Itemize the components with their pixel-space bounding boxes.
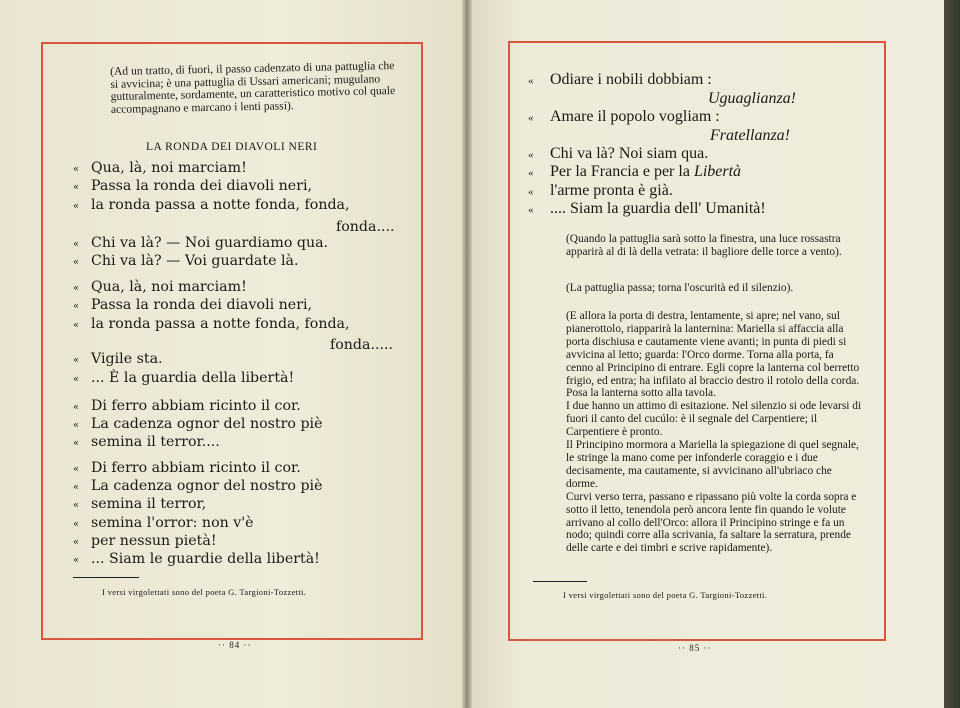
verse-text: .... Siam la guardia dell' Umanità!	[550, 200, 766, 217]
quote-mark: «	[73, 201, 80, 212]
verse-text: Odiare i nobili dobbiam :	[550, 71, 712, 88]
right-stage-direction-1: (Quando la pattuglia sarà sotto la finestra, una luce rossastra apparirà al di là della vetrata: il bagliore delle torce a vento).	[566, 233, 842, 258]
verse-text: l'arme pronta è già.	[550, 182, 673, 199]
verse-text: la ronda passa a notte fonda, fonda,	[91, 197, 350, 213]
right-footnote: I versi virgolettati sono del poeta G. Targioni-Tozzetti.	[563, 590, 768, 600]
left-verse-line	[73, 478, 322, 494]
quote-mark: «	[73, 283, 80, 294]
right-verse-line	[528, 145, 708, 163]
left-verse-line	[73, 496, 206, 512]
verse-text: Di ferro abbiam ricinto il cor.	[91, 398, 301, 414]
book-spine	[462, 0, 472, 708]
verse-text: Amare il popolo vogliam :	[550, 108, 720, 125]
left-verse-line	[73, 460, 301, 476]
quote-mark: «	[73, 355, 80, 366]
quote-mark: «	[73, 438, 80, 449]
right-verse-line	[710, 127, 790, 145]
quote-mark: «	[528, 149, 534, 161]
verse-text: semina il terror,	[91, 496, 207, 512]
verse-text: La cadenza ognor del nostro piè	[91, 416, 323, 432]
quote-mark: «	[73, 402, 80, 413]
right-stage-direction-3: (E allora la porta di destra, lentamente, si apre; nel vano, sul pianerottolo, riapparirà la lanternina: Mariella si affaccia alla porta dischiusa e cautamente viene avanti; in punta di piedi si avvicina al letto; guarda: l'Orco dorme. Torna alla porta, fa cenno al Principino di entrare. Egli copre la lanterna col berretto frigio, ed entra; ha infilato al braccio destro il rotolo della corda. Posa la lanterna sotto alla tavola. I due hanno un attimo di esitazione. Nel silenzio si ode levarsi di fuori il canto del cucúlo: è il segnale del Carpentiere; il Carpentiere è pronto. Il Principino mormora a Mariella la spiegazione di quel segnale, le stringe la mano come per infonderle coraggio e i due decisamente, ma cautamente, si avvicinano all'ubriaco che dorme. Curvi verso terra, passano e ripassano più volte la corda sopra e sotto il letto, tenendola però ancora lente fin quando le volute arrivano al collo dell'Orco: allora il Principino stringe e fa un nodo; quindi corre alla scrivania, fa saltare la serratura, prende delle carte e dei timbri e scrive rapidamente).	[566, 310, 862, 555]
song-title: LA RONDA DEI DIAVOLI NERI	[146, 141, 318, 153]
verse-text: Chi va là? Noi siam qua.	[550, 145, 709, 162]
right-footnote-rule	[533, 581, 587, 582]
quote-mark: «	[73, 519, 80, 530]
quote-mark: «	[73, 500, 80, 511]
verse-text: Chi va là? — Noi guardiamo qua.	[91, 235, 329, 251]
verse-text: La cadenza ognor del nostro piè	[91, 478, 323, 494]
page-edge	[944, 0, 960, 708]
left-verse-line	[73, 197, 350, 213]
right-verse-line	[708, 90, 796, 108]
left-verse-line	[73, 533, 217, 549]
quote-mark: «	[73, 555, 80, 566]
quote-mark: «	[73, 239, 80, 250]
left-verse-line	[73, 235, 328, 251]
quote-mark: «	[73, 320, 80, 331]
quote-mark: «	[73, 482, 80, 493]
left-verse-line	[73, 515, 254, 531]
verse-text: Di ferro abbiam ricinto il cor.	[91, 460, 301, 476]
left-verse-line	[336, 219, 395, 235]
quote-mark: «	[73, 257, 80, 268]
left-verse-line	[330, 337, 393, 353]
verse-text: Vigile sta.	[91, 351, 163, 367]
verse-text: Qua, là, noi marciam!	[91, 160, 247, 176]
quote-mark: «	[73, 464, 80, 475]
left-verse-line	[73, 253, 298, 269]
quote-mark: «	[528, 75, 534, 87]
quote-mark: «	[528, 204, 534, 216]
verse-text: Per la Francia e per la	[550, 163, 694, 180]
quote-mark: «	[528, 167, 534, 179]
verse-text: semina il terror....	[91, 434, 220, 450]
verse-text: Passa la ronda dei diavoli neri,	[91, 297, 313, 313]
right-verse-line	[528, 71, 712, 89]
left-verse-line	[73, 279, 247, 295]
quote-mark: «	[528, 186, 534, 198]
verse-text: la ronda passa a notte fonda, fonda,	[91, 316, 350, 332]
left-verse-line	[73, 551, 320, 567]
verse-text: ... È la guardia della libertà!	[91, 370, 295, 386]
quote-mark: «	[73, 537, 80, 548]
left-footnote-rule	[73, 577, 139, 578]
verse-italic-text: Uguaglianza!	[708, 90, 796, 107]
right-verse-line	[528, 163, 741, 181]
right-stage-direction-2: (La pattuglia passa; torna l'oscurità ed il silenzio).	[566, 282, 794, 294]
left-verse-line	[73, 160, 247, 176]
left-footnote: I versi virgolettati sono del poeta G. Targioni-Tozzetti.	[102, 587, 307, 597]
verse-text: fonda....	[336, 219, 395, 235]
right-verse-line	[528, 108, 720, 126]
verse-italic-text: Libertà	[693, 163, 742, 180]
quote-mark: «	[73, 182, 80, 193]
verse-text: Qua, là, noi marciam!	[91, 279, 247, 295]
left-verse-line	[73, 434, 220, 450]
right-verse-line	[528, 200, 766, 218]
left-verse-line	[73, 351, 163, 367]
verse-text: ... Siam le guardie della libertà!	[91, 551, 320, 567]
quote-mark: «	[528, 112, 534, 124]
quote-mark: «	[73, 420, 80, 431]
verse-text: Chi va là? — Voi guardate là.	[91, 253, 299, 269]
left-verse-line	[73, 416, 322, 432]
right-verse-line	[528, 182, 673, 200]
quote-mark: «	[73, 164, 80, 175]
left-verse-line	[73, 297, 312, 313]
verse-italic-text: Fratellanza!	[710, 127, 790, 144]
verse-text: semina l'orror: non v'è	[91, 515, 254, 531]
left-stage-direction: (Ad un tratto, di fuori, il passo cadenzato di una pattuglia che si avvicina; è una pattuglia di Ussari americani; mugulano gutturalmente, sordamente, un caratteristico motivo col quale accompagnano e marcano i lenti passi).	[109, 59, 396, 116]
left-page-number: ·· 84 ··	[218, 640, 252, 650]
left-verse-line	[73, 398, 301, 414]
quote-mark: «	[73, 301, 80, 312]
verse-text: fonda.....	[330, 337, 394, 353]
quote-mark: «	[73, 374, 80, 385]
left-verse-line	[73, 178, 312, 194]
verse-text: Passa la ronda dei diavoli neri,	[91, 178, 313, 194]
right-page-number: ·· 85 ··	[678, 643, 712, 653]
verse-text: per nessun pietà!	[91, 533, 217, 549]
left-verse-line	[73, 316, 350, 332]
left-verse-line	[73, 370, 294, 386]
